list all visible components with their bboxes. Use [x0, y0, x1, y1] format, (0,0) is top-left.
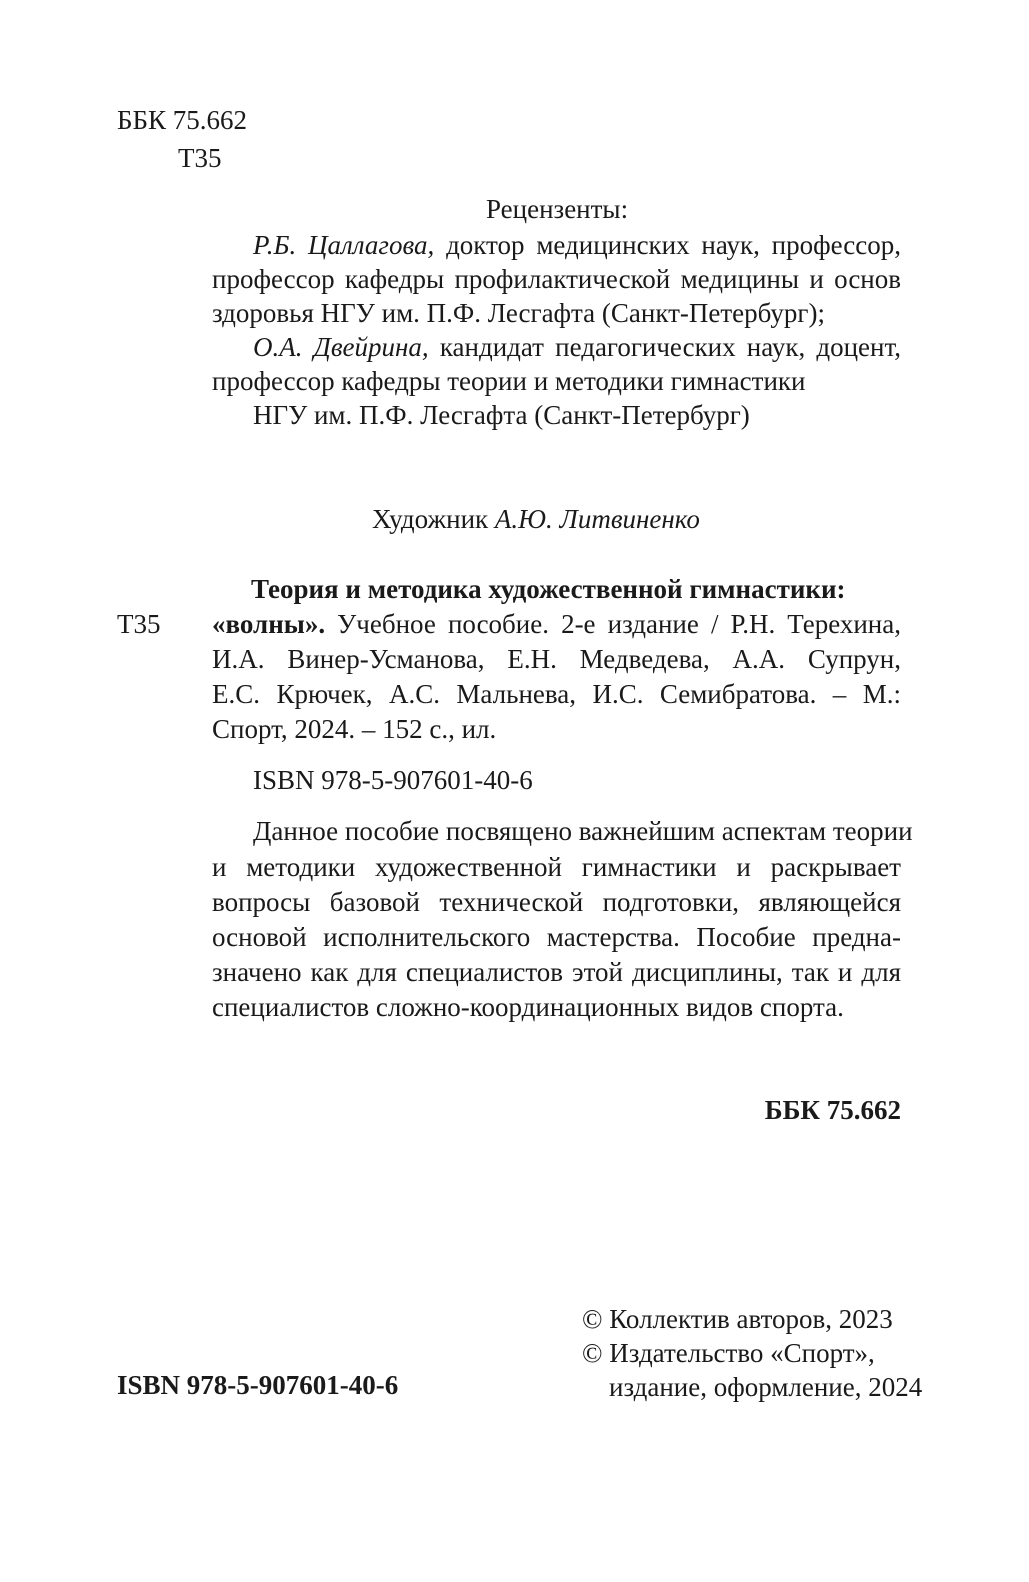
- author-mark: Т35: [178, 143, 222, 173]
- bibliographic-line-3: И.А. Винер-Усманова, Е.Н. Медведева, А.А. Супрун,: [212, 644, 901, 674]
- reviewer-2-name: О.А. Двейрина,: [253, 332, 429, 362]
- book-title-line-2: «волны».: [212, 609, 326, 639]
- annotation-line-5: значено как для специалистов этой дисциплины, так и для: [212, 957, 901, 987]
- bbk-code: ББК 75.662: [117, 105, 248, 135]
- bibliographic-line-2: [212, 607, 901, 642]
- annotation-line-2: и методики художественной гимнастики и раскрывает: [212, 852, 901, 882]
- book-subtitle-authors: Учебное пособие. 2-е издание / Р.Н. Терехина,: [337, 609, 901, 639]
- reviewer-2-line-3: НГУ им. П.Ф. Лесгафта (Санкт-Петербург): [253, 400, 750, 430]
- reviewer-1-credentials: доктор медицинских наук, профессор,: [446, 230, 901, 260]
- reviewer-1-line-2: профессор кафедры профилактической медицины и основ: [212, 264, 901, 294]
- reviewer-1-line-1: [253, 228, 901, 263]
- copyright-authors: © Коллектив авторов, 2023: [582, 1304, 893, 1334]
- bibliographic-line-5: Спорт, 2024. – 152 с., ил.: [212, 714, 497, 744]
- reviewers-heading: Рецензенты:: [486, 194, 629, 224]
- reviewer-2-line-2: профессор кафедры теории и методики гимнастики: [212, 366, 806, 396]
- annotation-line-3: вопросы базовой технической подготовки, являющейся: [212, 887, 901, 917]
- isbn-footer: ISBN 978-5-907601-40-6: [117, 1370, 399, 1400]
- reviewer-2-line-1: [253, 330, 901, 365]
- reviewer-1-name: Р.Б. Цаллагова,: [253, 230, 435, 260]
- annotation-line-6: специалистов сложно-координационных видов спорта.: [212, 992, 844, 1022]
- reviewer-1-line-3: здоровья НГУ им. П.Ф. Лесгафта (Санкт-Петербург);: [212, 298, 825, 328]
- artist-credit: [372, 502, 700, 537]
- annotation-line-4: основой исполнительского мастерства. Пособие предна-: [212, 922, 901, 952]
- book-title-line-1: Теория и методика художественной гимнастики:: [251, 574, 846, 604]
- isbn-record: ISBN 978-5-907601-40-6: [253, 765, 533, 795]
- copyright-publisher: © Издательство «Спорт»,: [582, 1338, 875, 1368]
- bibliographic-mark: Т35: [117, 609, 161, 639]
- reviewer-2-credentials: кандидат педагогических наук, доцент,: [439, 332, 901, 362]
- bibliographic-line-4: Е.С. Крючек, А.С. Мальнева, И.С. Семибратова. – М.:: [212, 679, 901, 709]
- artist-label: Художник: [372, 504, 489, 534]
- artist-name: А.Ю. Литвиненко: [494, 504, 700, 534]
- copyright-edition: издание, оформление, 2024: [609, 1372, 923, 1402]
- annotation-line-1: Данное пособие посвящено важнейшим аспектам теории: [253, 816, 913, 846]
- bbk-footer: ББК 75.662: [764, 1095, 901, 1125]
